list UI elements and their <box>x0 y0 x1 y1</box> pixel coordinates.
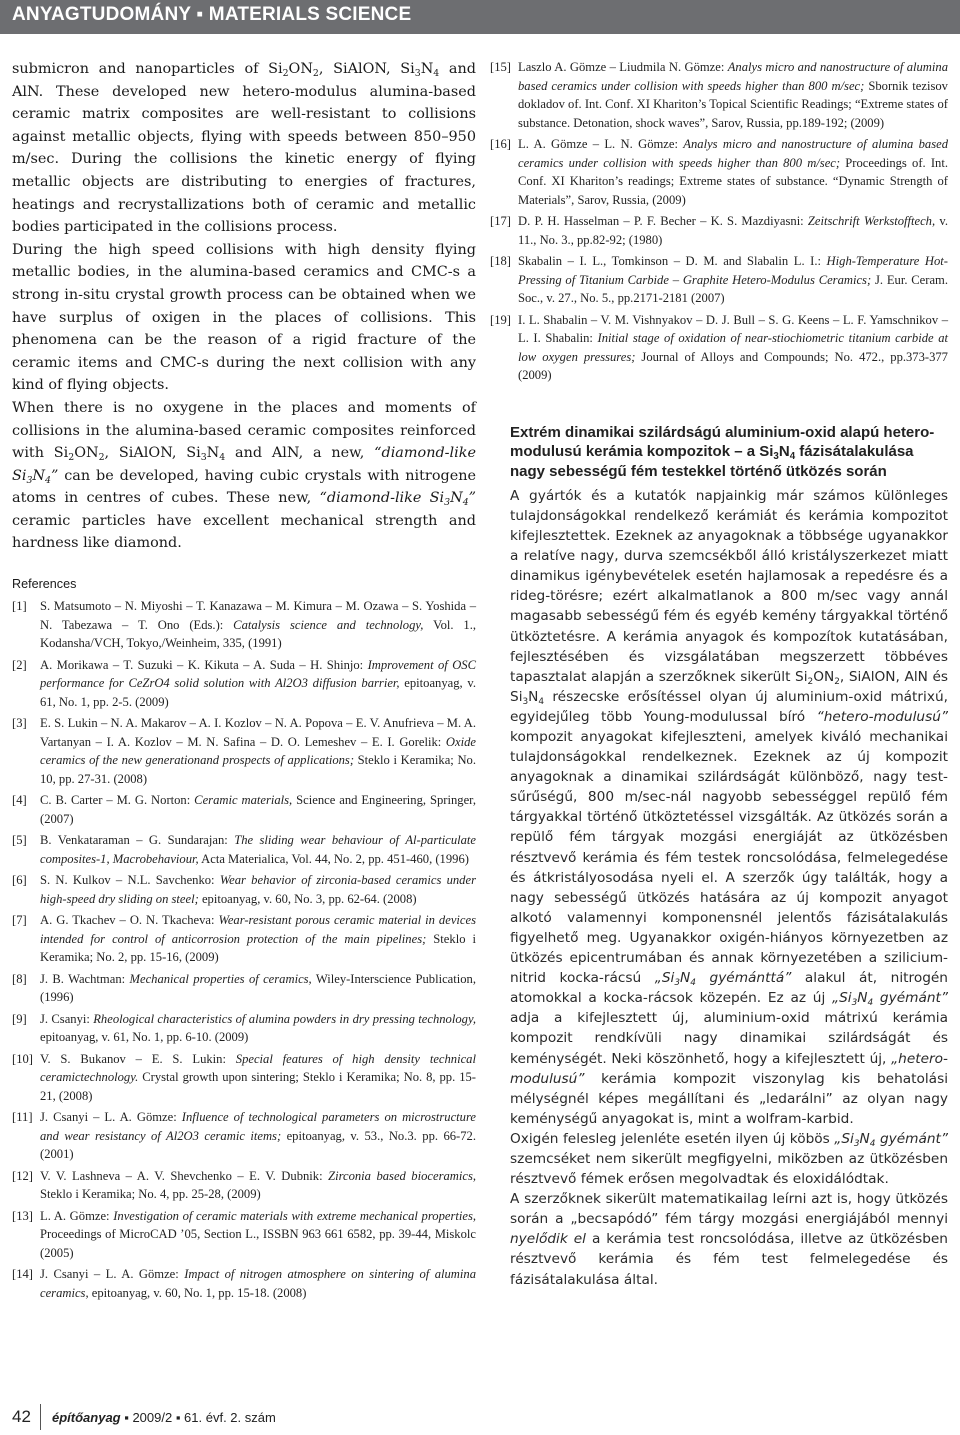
reference-text <box>40 1050 476 1106</box>
reference-text <box>518 311 948 385</box>
reference-authors: C. B. Carter – M. G. Norton: <box>40 793 195 808</box>
reference-title: Zeitschrift Werkstofftech, <box>807 214 936 228</box>
page-number: 42 <box>12 1407 31 1426</box>
reference-source: Vol. 1., Kodansha/VCH, Tokyo,/Weinheim, 335, (1991) <box>40 617 477 651</box>
reference-text <box>40 831 476 868</box>
reference-source: Acta Materialica, Vol. 44, No. 2, pp. 451-460, (1996) <box>198 851 469 866</box>
reference-authors: V. V. Lashneva – A. V. Shevchenko – E. V. Dubnik: <box>40 1168 329 1183</box>
right-column <box>490 58 948 1290</box>
issue-info: ▪ 2009/2 ▪ 61. évf. 2. szám <box>120 1410 276 1425</box>
reference-source: Science and Engineering, Springer, (2007) <box>40 793 476 826</box>
reference-item <box>490 252 948 308</box>
references-list <box>12 597 476 1302</box>
hungarian-paragraph-3: A szerzőknek sikerült matematikailag leírni azt is, hogy ütközés során a „becsapódó” fém tárgy mozgási energiájából mennyi nyelődik el a kerámia test roncsolódása, illetve az ütközésben résztvevő kerámia és fém test felmelegedése és fázisátalakulása által. <box>510 1191 948 1288</box>
reference-authors: S. N. Kulkov – N.L. Savchenko: <box>40 873 220 888</box>
reference-number: [10] <box>12 1051 33 1066</box>
reference-number: [19] <box>490 312 511 327</box>
reference-number: [18] <box>490 254 511 268</box>
reference-item <box>490 311 948 385</box>
reference-item <box>490 212 948 249</box>
reference-authors: J. B. Wachtman: <box>40 971 130 986</box>
reference-authors: Laszlo A. Gömze – Liudmila N. Gömze: <box>518 60 728 74</box>
reference-source: epitoanyag, v. 61, No. 1, pp. 6-10. (2009) <box>40 1030 249 1045</box>
reference-source: J. Eur. Ceram. Soc., v. 27., No. 5., pp.2171-2181 (2007) <box>518 272 948 305</box>
reference-text <box>40 597 476 653</box>
reference-title: Impact of nitrogen atmosphere on sintering of alumina ceramics, <box>40 1267 476 1300</box>
reference-item <box>12 1167 476 1204</box>
references-list-continued <box>490 58 948 385</box>
reference-text <box>40 1265 476 1302</box>
reference-item <box>12 1108 476 1164</box>
reference-text <box>518 135 948 209</box>
reference-source: Steklo i Keramika; No. 2, pp. 15-16, (2009) <box>40 931 476 965</box>
reference-source: Steklo i Keramika; No. 4, pp. 25-28, (2009) <box>40 1187 261 1202</box>
reference-title: Rheological characteristics of alumina powders in dry pressing technology, <box>93 1011 476 1026</box>
reference-item <box>12 791 476 828</box>
hungarian-paragraph-1: A gyártók és a kutatók napjainkig már számos különleges tulajdonságokkal rendelkező kerámiát és kerámia kompozitot kifejlesztettek. Ezeknek az anyagoknak a többsége ugyanakkor a relatíve nagy, durva szemcsékből álló kristályszerkezet miatt dinamikus igénybevételek esetén hajlamosak a repedésre és a rideg-törésre; ezért alkalmatlanok a 800 m/sec vagy annál magasabb sebességű fém és egyéb kemény tárgyakkal történő ütköztetésre. A kerámia anyagok és kompozítok kutatásában, fejlesztésében és vizsgálatában megszerzett többéves tapasztalat alapján a szerzőknek sikerült $Si_2ON_2$, SiAlON, AlN és $Si_3N_4$ részecske erősítéssel olyan új aluminium-oxid mátrixú, egyidejűleg több Young-modulussal bíró “hetero-modulusú” kompozit anyagokat kifejleszteni, amelyek kiváló mechanikai tulajdonságokkal rendelkeznek. Ezeknek az új kompozit anyagoknak a dinamikai szilárdságát különböző, nagy test-sűrűségű, 800 m/sec-nál nagyobb sebességgel repülő fém tárgyakkal történő ütköztetéssel vizsgálták. Az ütközés során a repülő fém tárgyak mozgási energiáját az ütközésben résztvevő kerámia és fém testek roncsolódása, felmelegedése és átkristályosodása nyeli el. A szerzők úgy találták, hogy a nagy sebességű ütközés hatására az új kompozit anyagot alkotó valamennyi komponensnél jelentős fázisátalakulás figyelhető meg. Ugyanakkor oxigén-hiányos környezetben az ütközés epicentrumában és annak környezetében a szilicium-nitrid kocka-rácsú $„Si_3N_4$ gyémánttá” alakul át, nitrogén atomokkal a kocka-rácsok közepén. Ez az új $„Si_3N_4$ gyémánt” adja a kifejlesztett új, aluminium-oxid mátrixú kerámia kompozit rendkívüli nagy dinamikai szilárdságát és keménységét. Neki köszönhető, hogy a kifejlesztett új, „hetero-modulusú” kerámia kompozit viszonylag kis behatolási mélységnél képes megállítani és „ledarálni” az olyan nagy keménységű anyagokat is, mint a wolfram-karbid. <box>510 487 948 1127</box>
reference-source: epitoanyag, v. 60, No. 1, pp. 15-18. (2008) <box>88 1285 307 1300</box>
reference-source: Crystal growth upon sintering; Steklo i Keramika; No. 8, pp. 15-21, (2008) <box>40 1070 476 1103</box>
reference-title: Ceramic materials, <box>194 793 293 808</box>
reference-text <box>40 1207 476 1263</box>
reference-source: Sbornik tezisov dokladov of. Int. Conf. XI Khariton’s Topical Scientific Readings; “Extreme states of substance. Detonation, shock waves”, Sarov, Russia, pp.189-192; (2009) <box>518 78 948 130</box>
reference-number: [1] <box>12 599 27 614</box>
reference-number: [13] <box>12 1208 33 1223</box>
reference-number: [6] <box>12 873 27 888</box>
reference-authors: E. S. Lukin – N. A. Makarov – A. I. Kozlov – N. A. Popova – E. V. Anufrieva – M. A. Vartanyan – I. A. Kozlov – M. N. Safina – D. O. Lemeshev – E. I. Gorelik: <box>40 716 476 749</box>
reference-number: [11] <box>12 1110 33 1125</box>
reference-authors: J. Csanyi – L. A. Gömze: <box>40 1267 185 1282</box>
reference-authors: I. L. Shabalin – V. M. Vishnyakov – D. J. Bull – S. G. Keens – L. F. Yamschnikov – L. I. Shabalin: <box>518 312 948 345</box>
paragraph-2: During the high speed collisions with high density flying metallic bodies, in the alumina-based ceramics and CMC-s a strong in-situ crystal growth process can be obtained when we have surplus of oxigen in the places of collisions. This phenomena can be the reason of a rigid fracture of the ceramic items and CMC-s during the next collision with any kind of flying objects. <box>12 241 476 394</box>
reference-source: epitoanyag, v. 61, No. 1, pp. 2-5. (2009) <box>40 676 477 709</box>
reference-item <box>12 714 476 788</box>
footer-divider <box>40 1404 41 1430</box>
reference-authors: V. S. Bukanov – E. S. Lukin: <box>40 1051 236 1066</box>
reference-source: Proceedings of MicroCAD ’05, Section L., ISSBN 963 661 6582, pp. 39-44, Miskolc (2005) <box>40 1227 476 1260</box>
paragraph-3: When there is no oxygene in the places and moments of collisions in the alumina-based ceramic composites reinforced with $Si_2ON_2$, SiAlON, $Si_3N_4$ and AlN, a new, “diamond-like $Si_3N_4$” can be developed, having cubic crystals with nitrogene atoms in centres of cubes. These new, “diamond-like $Si_3N_4$” ceramic particles have excellent mechanical strength and hardness like diamond. <box>12 399 476 552</box>
reference-item <box>12 970 476 1007</box>
reference-text <box>518 252 948 308</box>
reference-authors: D. P. H. Hasselman – P. F. Becher – K. S. Mazdiyasni: <box>518 214 808 228</box>
reference-item <box>490 135 948 209</box>
reference-item <box>12 597 476 653</box>
reference-number: [9] <box>12 1011 27 1026</box>
reference-authors: Skabalin – I. L., Tomkinson – D. M. and Slabalin L. I.: <box>518 254 827 268</box>
reference-authors: B. Venkataraman – G. Sundarajan: <box>40 833 235 848</box>
reference-number: [7] <box>12 913 27 928</box>
reference-text <box>40 714 476 788</box>
reference-item <box>12 1207 476 1263</box>
reference-title: Special features of high density technical ceramictechnology. <box>40 1051 476 1085</box>
reference-authors: A. G. Tkachev – O. N. Tkacheva: <box>40 913 219 928</box>
reference-item <box>12 1265 476 1302</box>
paragraph-1: submicron and nanoparticles of $Si_2ON_2$, SiAlON, $Si_3N_4$ and AlN. These developed new hetero-modulus alumina-based ceramic matrix composites are well-resistant to collisions against metallic objects, flying with speeds between 850–950 m/sec. During the collisions the kinetic energy of flying metallic objects are distributing to energies of fractures, heatings and recrystallizations both of ceramic and metallic bodies participated in the collisions process. <box>12 61 476 236</box>
reference-title: Catalysis science and technology, <box>233 617 424 632</box>
reference-source: epitoanyag, v. 60, No. 3, pp. 62-64. (2008) <box>198 891 417 906</box>
reference-title: Analys micro and nanostructure of alumina based ceramics under collision with speeds higher than 800 m/sec; <box>518 60 948 93</box>
reference-text <box>40 871 476 908</box>
reference-text <box>518 212 948 249</box>
reference-title: The sliding wear behaviour of Al-particulate composites-1, Macrobehaviour, <box>40 833 476 866</box>
reference-item <box>12 1050 476 1106</box>
reference-number: [8] <box>12 971 27 986</box>
reference-title: Investigation of ceramic materials with extreme mechanical properties, <box>113 1208 477 1223</box>
reference-authors: L. A. Gömze – L. N. Gömze: <box>518 137 684 151</box>
reference-title: Oxide ceramics of the new generationand prospects of applications; <box>40 734 476 768</box>
reference-source: Proceedings of. Int. Conf. XI Khariton’s readings; Extreme states of substance. “Dynamic Strength of Materials”, Sarov, Russia, (2009) <box>518 155 948 207</box>
reference-item <box>12 831 476 868</box>
reference-authors: J. Csanyi: <box>40 1011 94 1026</box>
reference-title: Wear behavior of zirconia-based ceramics under high-speed dry sliding on steel; <box>40 873 476 906</box>
references-heading: References <box>12 577 77 592</box>
reference-text <box>518 58 948 132</box>
reference-number: [16] <box>490 137 511 151</box>
left-column <box>12 58 476 1305</box>
reference-number: [5] <box>12 833 27 848</box>
reference-title: Analys micro and nanostructure of alumina based ceramics under collision with speeds higher than 800 m/sec; <box>518 137 948 170</box>
reference-authors: A. Morikawa – T. Suzuki – K. Kikuta – A. Suda – H. Shinjo: <box>40 657 368 672</box>
footer-journal-info <box>52 1410 276 1425</box>
reference-title: Mechanical properties of ceramics, <box>129 971 312 986</box>
reference-title: Zirconia based bioceramics, <box>328 1168 477 1183</box>
reference-text <box>40 1108 476 1164</box>
reference-text <box>40 1167 476 1204</box>
reference-authors: S. Matsumoto – N. Miyoshi – T. Kanazawa – M. Kimura – M. Ozawa – S. Yoshida – N. Tabezawa – T. Ono (Eds.): <box>40 599 476 632</box>
reference-item <box>12 656 476 712</box>
reference-text <box>40 911 476 967</box>
reference-item <box>12 1010 476 1047</box>
reference-text <box>40 656 476 712</box>
reference-number: [14] <box>12 1267 33 1282</box>
hungarian-abstract-body <box>510 486 948 1290</box>
reference-text <box>40 1010 476 1047</box>
reference-number: [17] <box>490 214 511 228</box>
hungarian-paragraph-2: Oxigén felesleg jelenléte esetén ilyen új köbös $„Si_3N_4$ gyémánt” szemcséket nem sikerült megfigyelni, miközben az ütközésben résztvevő fémek erősen megolvadtak és eloxidálódtak. <box>510 1130 949 1188</box>
reference-number: [12] <box>12 1168 33 1183</box>
reference-number: [4] <box>12 793 27 808</box>
hungarian-abstract-title: Extrém dinamikai szilárdságú aluminium-oxid alapú hetero-modulusú kerámia kompozitok – a $Si_3N_4$ fázisátalakulása nagy sebességű fém testekkel történő ütközés során <box>510 423 935 481</box>
journal-name: építőanyag <box>52 1410 121 1425</box>
reference-title: Initial stage of oxidation of near-stiochiometric titanium carbide at low oxygen pressures; <box>518 331 948 364</box>
reference-source: v. 11., No. 3., pp.82-92; (1980) <box>518 214 948 247</box>
reference-number: [3] <box>12 716 27 731</box>
reference-text <box>40 970 476 1007</box>
reference-text <box>40 791 476 828</box>
reference-source: Steklo i Keramika; No. 10, pp. 27-31. (2008) <box>40 753 476 786</box>
reference-authors: L. A. Gömze: <box>40 1208 114 1223</box>
reference-source: Wiley-Interscience Publication, (1996) <box>40 971 477 1005</box>
reference-source: epitoanyag, v. 53., No.3. pp. 66-72. (2001) <box>40 1128 476 1162</box>
reference-item <box>490 58 948 132</box>
reference-authors: J. Csanyi – L. A. Gömze: <box>40 1110 182 1125</box>
reference-number: [2] <box>12 657 27 672</box>
reference-title: Wear-resistant porous ceramic material in devices intended for control of anticorrosion protection of the main pipelines; <box>40 913 476 946</box>
reference-item <box>12 911 476 967</box>
reference-source: Journal of Alloys and Compounds; No. 472., pp.373-377 (2009) <box>518 349 948 382</box>
reference-title: Improvement of OSC performance for CeZrO4 solid solution with Al2O3 diffusion barrier, <box>40 657 476 691</box>
reference-title: High-Temperature Hot-Pressing of Titanium Carbide – Graphite Hetero-Modulus Ceramics; <box>518 254 948 287</box>
header-bar <box>0 0 960 34</box>
reference-title: Influence of technological parameters on microstructure and wear resistancy of Al2O3 ceramic items; <box>40 1110 476 1143</box>
reference-number: [15] <box>490 60 511 74</box>
section-title: ANYAGTUDOMÁNY ▪ MATERIALS SCIENCE <box>12 4 412 25</box>
reference-item <box>12 871 476 908</box>
